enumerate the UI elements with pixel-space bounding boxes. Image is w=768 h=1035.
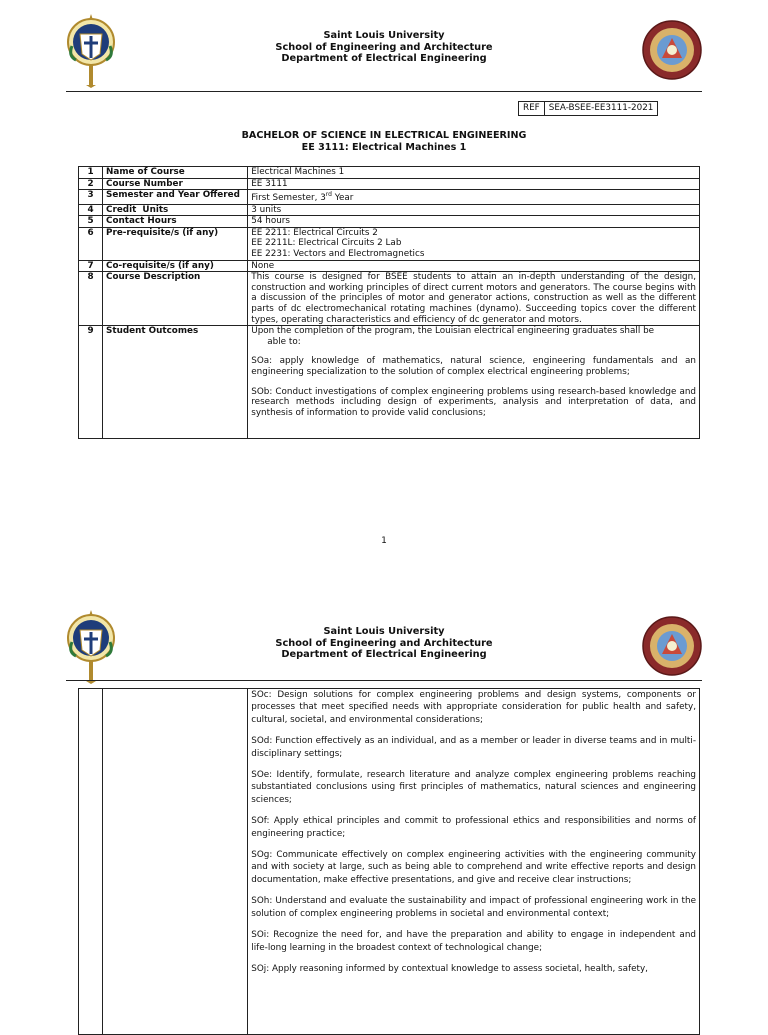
ref-code: SEA-BSEE-EE3111-2021 <box>548 103 654 113</box>
row-label: Contact Hours <box>103 216 248 228</box>
page-number: 1 <box>381 536 387 546</box>
header-divider <box>66 680 702 681</box>
row-label: Pre-requisite/s (if any) <box>103 227 248 260</box>
page-header <box>0 596 768 676</box>
row-value: 3 units <box>248 204 700 216</box>
outcome-item: SOc: Design solutions for complex engineering problems and design systems, components or processes that meet specified needs with appropriate consideration for public health and safety, cultural, societal, and environmental considerations; <box>251 690 696 725</box>
row-value <box>248 227 700 260</box>
engineering-seal-icon <box>642 616 702 676</box>
student-outcomes-cell <box>248 689 700 1035</box>
university-name: Saint Louis University <box>323 30 445 41</box>
department-name: Department of Electrical Engineering <box>281 649 487 660</box>
row-number: 1 <box>79 167 103 179</box>
row-label: Course Number <box>103 178 248 190</box>
row-label: Semester and Year Offered <box>103 190 248 205</box>
row-number <box>79 689 103 1035</box>
table-row <box>79 326 700 439</box>
outcome-item: SOf: Apply ethical principles and commit to professional ethics and responsibilities and norms of engineering practice; <box>251 816 696 839</box>
row-number: 9 <box>79 326 103 439</box>
engineering-seal-icon <box>642 20 702 80</box>
table-row <box>79 216 700 228</box>
row-number: 3 <box>79 190 103 205</box>
outcome-item: SOj: Apply reasoning informed by contextual knowledge to assess societal, health, safety, <box>251 963 648 974</box>
header-divider <box>66 91 702 92</box>
outcome-item: SOh: Understand and evaluate the sustainability and impact of professional engineering work in the solution of complex engineering problems in societal and environmental context; <box>251 896 696 919</box>
course-description: This course is designed for BSEE students to attain an in-depth understanding of the design, construction and working principles of direct current motors and generators. The course begins with a discussion of the principles of motor and generator actions, construction as well as the different parts of dc electromechanical rotating machines (dynamo). Succeeding topics cover the different types, operating characteristics and efficiency of dc generator and motors. <box>248 272 700 326</box>
university-name: Saint Louis University <box>323 626 445 637</box>
semester-text: First Semester, 3 <box>251 193 326 204</box>
row-label: Credit Units <box>103 204 248 216</box>
table-row <box>79 227 700 260</box>
program-title: BACHELOR OF SCIENCE IN ELECTRICAL ENGINEERING <box>241 130 527 141</box>
row-value <box>248 190 700 205</box>
department-name: Department of Electrical Engineering <box>281 53 487 64</box>
row-label: Student Outcomes <box>103 326 248 439</box>
outcome-item: SOg: Communicate effectively on complex engineering activities with the engineering community and with society at large, such as being able to comprehend and write effective reports and design documentation, make effective presentations, and give and receive clear instructions; <box>251 850 696 885</box>
prerequisite-item: EE 2231: Vectors and Electromagnetics <box>251 249 425 260</box>
table-row <box>79 190 700 205</box>
row-value: Electrical Machines 1 <box>248 167 700 179</box>
row-value: 54 hours <box>248 216 700 228</box>
outcome-item: SOa: apply knowledge of mathematics, natural science, engineering fundamentals and an engineering specialization to the solution of complex electrical engineering problems; <box>251 356 696 378</box>
course-heading: EE 3111: Electrical Machines 1 <box>301 142 467 153</box>
ref-label: REF <box>519 102 545 115</box>
outcome-item: SOb: Conduct investigations of complex engineering problems using research-based knowledge and research methods including design of experiments, analysis and interpretation of data, and synthesis of information to provide valid conclusions; <box>251 386 696 418</box>
table-row <box>79 167 700 179</box>
row-label <box>103 689 248 1035</box>
program-heading <box>0 130 768 154</box>
row-value: EE 3111 <box>248 178 700 190</box>
row-number: 5 <box>79 216 103 228</box>
outcomes-intro: Upon the completion of the program, the Louisian electrical engineering graduates shall be <box>251 326 655 337</box>
row-number: 7 <box>79 260 103 272</box>
row-value: None <box>248 260 700 272</box>
outcome-item: SOd: Function effectively as an individual, and as a member or leader in diverse teams and in multi-disciplinary settings; <box>251 736 696 759</box>
outcomes-continued-table <box>78 688 700 1035</box>
row-label: Course Description <box>103 272 248 326</box>
school-name: School of Engineering and Architecture <box>275 637 493 649</box>
prerequisite-item: EE 2211L: Electrical Circuits 2 Lab <box>251 238 402 249</box>
course-info-table <box>78 166 700 439</box>
row-number: 4 <box>79 204 103 216</box>
page-gap <box>0 580 768 594</box>
page-header <box>0 0 768 80</box>
row-number: 2 <box>79 178 103 190</box>
row-number: 8 <box>79 272 103 326</box>
school-name: School of Engineering and Architecture <box>275 41 493 53</box>
row-label: Co-requisite/s (if any) <box>103 260 248 272</box>
row-number: 6 <box>79 227 103 260</box>
prerequisite-item: EE 2211: Electrical Circuits 2 <box>251 227 378 238</box>
table-row <box>79 204 700 216</box>
row-label: Name of Course <box>103 167 248 179</box>
page-2 <box>0 596 768 1024</box>
table-row <box>79 260 700 272</box>
outcome-item: SOe: Identify, formulate, research literature and analyze complex engineering problems reaching substantiated conclusions using first principles of mathematics, natural sciences and engineering sciences; <box>251 770 696 805</box>
outcomes-intro-cont: able to: <box>267 336 301 347</box>
outcome-item: SOi: Recognize the need for, and have the preparation and ability to engage in independent and life-long learning in the broadest context of technological change; <box>251 930 696 953</box>
reference-box <box>518 101 658 116</box>
table-row <box>79 272 700 326</box>
table-row <box>79 689 700 1035</box>
ordinal-suffix: rd <box>325 191 332 199</box>
table-row <box>79 178 700 190</box>
year-text: Year <box>331 193 354 204</box>
student-outcomes-cell <box>248 326 700 439</box>
